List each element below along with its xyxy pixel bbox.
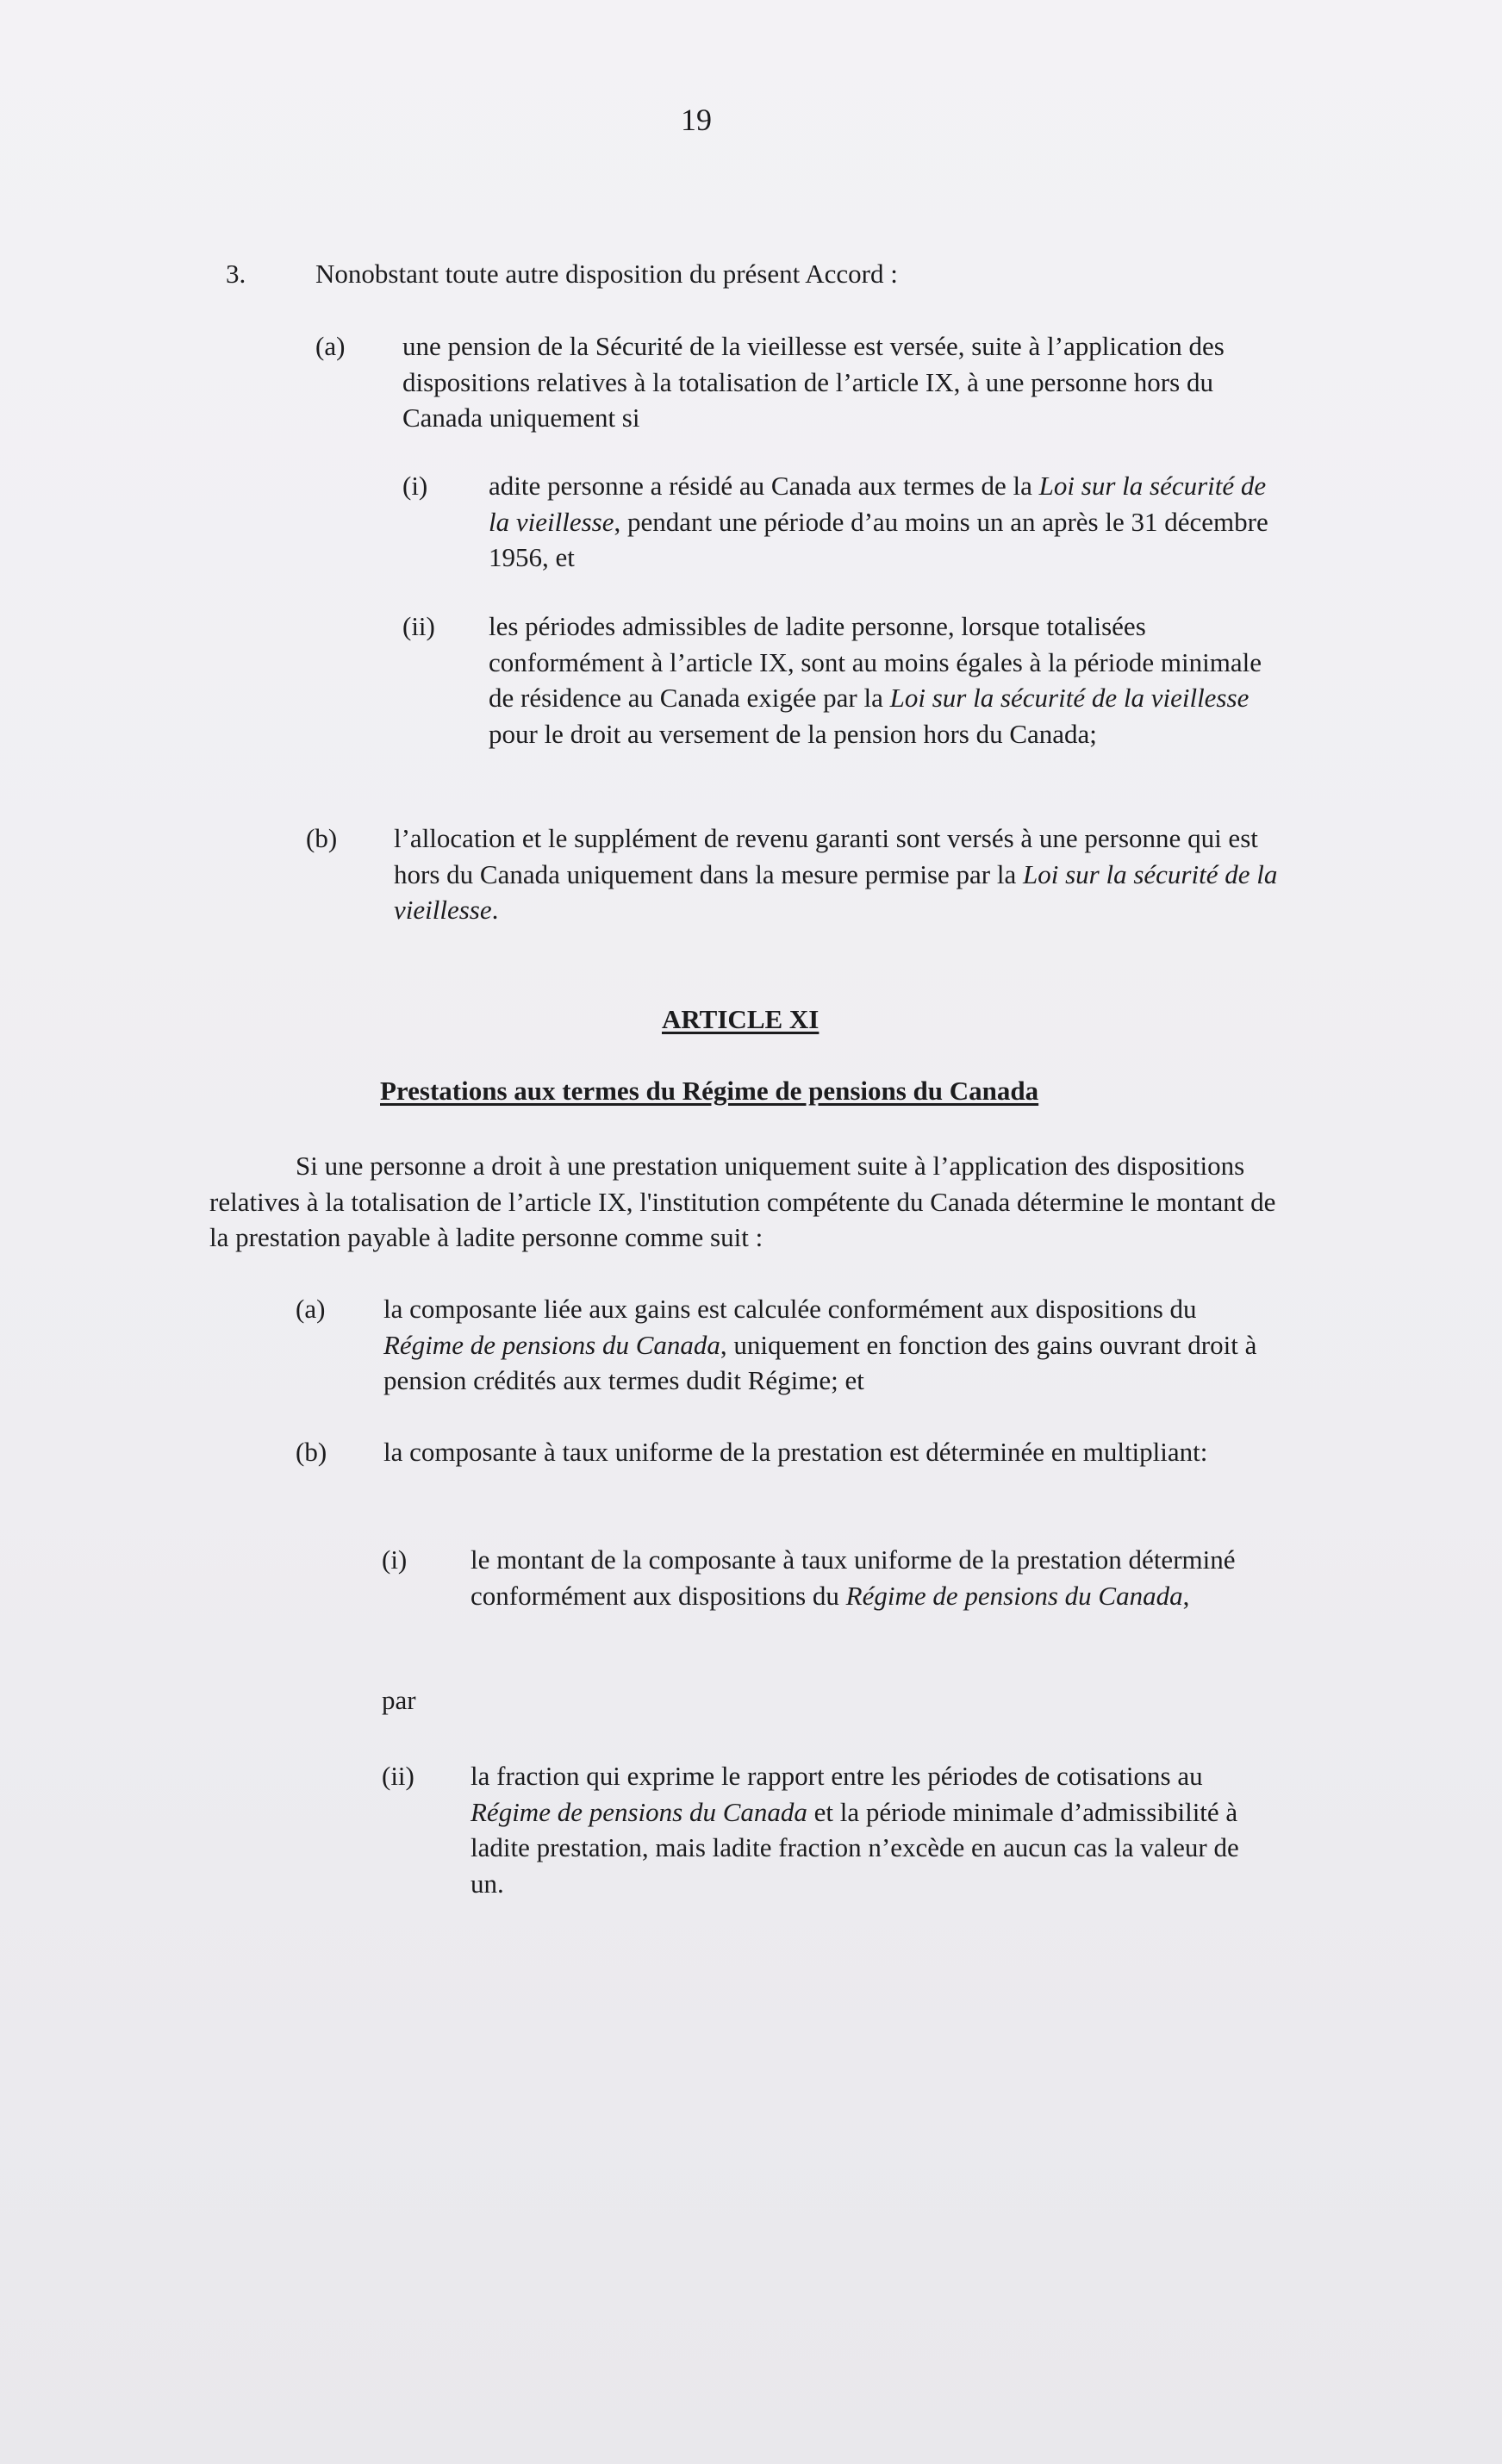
article-item-label-a: (a) [296, 1294, 326, 1324]
law-title: Loi sur la sécurité de la vieillesse [489, 471, 1267, 537]
item-label-a: (a) [315, 331, 346, 361]
article-subitem-label-ii: (ii) [382, 1761, 414, 1791]
page-number: 19 [681, 103, 712, 137]
paragraph-number: 3. [226, 259, 246, 289]
law-title: Régime de pensions du Canada [471, 1796, 807, 1827]
subitem-text-i: adite personne a résidé au Canada aux termes de la Loi sur la sécurité de la vieillesse, pendant une période d’au moins un an après le 31 décembre 1956, et [489, 471, 1268, 572]
law-title: Régime de pensions du Canada [845, 1580, 1183, 1611]
law-title: Loi sur la sécurité de la vieillesse [889, 683, 1250, 713]
subitem-label-i: (i) [402, 471, 428, 501]
article-subitem-label-i: (i) [382, 1544, 408, 1575]
paragraph-lead: Nonobstant toute autre disposition du présent Accord : [315, 259, 898, 289]
article-item-text-b: la composante à taux uniforme de la prestation est déterminée en multipliant: [383, 1437, 1208, 1467]
article-subheading: Prestations aux termes du Régime de pensions du Canada [380, 1076, 1039, 1106]
law-title: Loi sur la sécurité de la vieillesse [394, 858, 1278, 925]
article-item-label-b: (b) [296, 1437, 327, 1467]
article-item-text-a: la composante liée aux gains est calculée conformément aux dispositions du Régime de pensions du Canada, uniquement en fonction des gains ouvrant droit à pension crédités aux termes dudit Régime; et [383, 1294, 1257, 1395]
subitem-text-ii: les périodes admissibles de ladite personne, lorsque totalisées conformément à l’article IX, sont au moins égales à la période minimale de résidence au Canada exigée par la Loi sur la sécurité de la vieillesse pour le droit au versement de la pension hors du Canada; [489, 611, 1262, 749]
article-intro: Si une personne a droit à une prestation uniquement suite à l’application des dispositions relatives à la totalisation de l’article IX, l'institution compétente du Canada détermine le montant de la prestation payable à ladite personne comme suit : [209, 1151, 1276, 1252]
law-title: Régime de pensions du Canada [383, 1329, 720, 1360]
item-text-b: l’allocation et le supplément de revenu garanti sont versés à une personne qui est hors du Canada uniquement dans la mesure permise par la Loi sur la sécurité de la vieillesse. [394, 823, 1278, 925]
item-text-a: une pension de la Sécurité de la vieillesse est versée, suite à l’application des dispositions relatives à la totalisation de l’article IX, à une personne hors du Canada uniquement si [402, 331, 1225, 433]
item-label-b: (b) [306, 823, 338, 853]
article-subitem-text-i: le montant de la composante à taux uniforme de la prestation déterminé conformément aux dispositions du Régime de pensions du Canada, [471, 1544, 1236, 1611]
article-subitem-text-ii: la fraction qui exprime le rapport entre les périodes de cotisations au Régime de pensions du Canada et la période minimale d’admissibilité à ladite prestation, mais ladite fraction n’excède en aucun cas la valeur de un. [471, 1761, 1239, 1899]
par-connector: par [382, 1685, 416, 1715]
subitem-label-ii: (ii) [402, 611, 435, 641]
article-heading: ARTICLE XI [662, 1004, 820, 1034]
